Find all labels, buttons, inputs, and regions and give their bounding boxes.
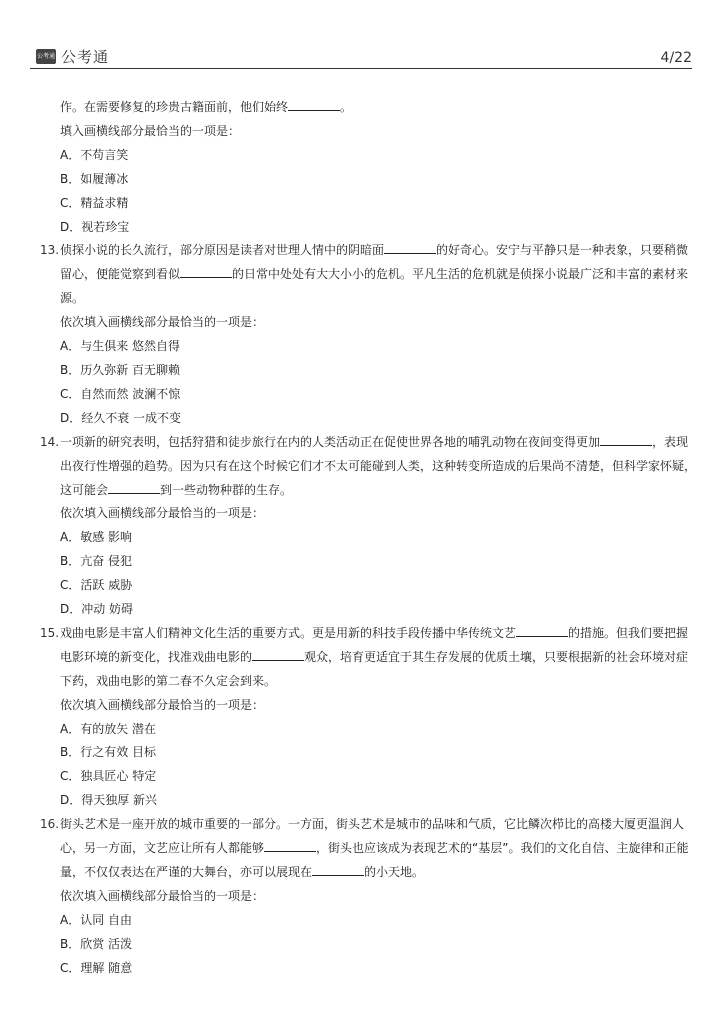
page-header bbox=[30, 40, 692, 69]
q14-line-2: 出夜行性增强的趋势。因为只有在这个时候它们才不太可能碰到人类，这种转变所造成的后果尚不清楚，但科学家怀疑， bbox=[60, 458, 697, 473]
q16-option-a: A．认同 自由 bbox=[60, 912, 133, 927]
q15-option-c: C．独具匠心 特定 bbox=[60, 769, 157, 784]
q12-option-d: D．视若珍宝 bbox=[60, 219, 130, 234]
q16-prompt: 依次填入画横线部分最恰当的一项是： bbox=[60, 888, 265, 903]
q14-line-3: 这可能会 到一些动物种群的生存。 bbox=[60, 482, 293, 497]
page-number: 4/22 bbox=[660, 50, 692, 66]
q16-line-3: 量，不仅仅表达在严谨的大舞台，亦可以展现在 的小天地。 bbox=[60, 865, 425, 879]
q15-line-2: 电影环境的新变化，找准戏曲电影的 观众，培育更适宜于其生存发展的优质土壤，只要根据新的社会环境对症 bbox=[60, 649, 689, 664]
q13-option-d: D．经久不衰 一成不变 bbox=[60, 410, 182, 425]
q14-option-d: D．冲动 妨碍 bbox=[60, 602, 134, 617]
q12-option-a: A．不苟言笑 bbox=[60, 147, 129, 162]
answer-blank bbox=[600, 435, 652, 446]
q12-option-b: B．如履薄冰 bbox=[60, 171, 129, 186]
q15-line-1: 15. 戏曲电影是丰富人们精神文化生活的重要方式。更是用新的科技手段传播中华传统文艺 的措施。但我们要把握 bbox=[40, 622, 686, 646]
logo-mark: 公考通 bbox=[36, 49, 56, 64]
q15-prompt: 依次填入画横线部分最恰当的一项是： bbox=[60, 697, 265, 712]
q16-option-b: B．欣赏 活泼 bbox=[60, 936, 133, 951]
q12-prompt: 填入画横线部分最恰当的一项是： bbox=[60, 123, 241, 138]
answer-blank bbox=[264, 841, 316, 852]
q13-line-2: 留心，便能觉察到看似 的日常中处处有大大小小的危机。平凡生活的危机就是侦探小说最广泛和丰富的素材来 bbox=[60, 267, 689, 282]
q16-option-c: C．理解 随意 bbox=[60, 960, 133, 975]
answer-blank bbox=[288, 100, 340, 111]
q14-prompt: 依次填入画横线部分最恰当的一项是： bbox=[60, 506, 265, 521]
document-body bbox=[40, 96, 697, 981]
answer-blank bbox=[108, 483, 160, 494]
q15-option-b: B．行之有效 目标 bbox=[60, 745, 157, 760]
q13-option-a: A．与生俱来 悠然自得 bbox=[60, 339, 181, 354]
q13-line-1: 13. 侦探小说的长久流行，部分原因是读者对世理人情中的阴暗面 的好奇心。安宁与平静只是一种表象，只要稍微 bbox=[40, 239, 686, 263]
q13-prompt: 依次填入画横线部分最恰当的一项是： bbox=[60, 315, 265, 330]
q12-option-c: C．精益求精 bbox=[60, 195, 129, 210]
logo-text: 公考通 bbox=[61, 48, 110, 66]
answer-blank bbox=[384, 243, 436, 254]
q14-option-c: C．活跃 威胁 bbox=[60, 578, 133, 593]
answer-blank bbox=[312, 865, 364, 876]
q14-option-a: A．敏感 影响 bbox=[60, 530, 133, 545]
q12-text-line: 作。在需要修复的珍贵古籍面前，他们始终 。 bbox=[60, 100, 353, 114]
answer-blank bbox=[180, 267, 232, 278]
question-number: 16. bbox=[40, 817, 60, 832]
logo bbox=[36, 46, 109, 67]
q15-option-a: A．有的放矢 潜在 bbox=[60, 721, 157, 736]
answer-blank bbox=[516, 626, 568, 637]
q13-option-c: C．自然而然 波澜不惊 bbox=[60, 386, 181, 401]
question-number: 15. bbox=[40, 625, 60, 640]
question-number: 13. bbox=[40, 243, 60, 258]
q15-line-3: 下药，戏曲电影的第二春不久定会到来。 bbox=[60, 673, 277, 688]
q14-option-b: B．亢奋 侵犯 bbox=[60, 554, 133, 569]
q14-line-1: 14. 一项新的研究表明，包括狩猎和徒步旅行在内的人类活动正在促使世界各地的哺乳动物在夜间变得更加 ，表现 bbox=[40, 431, 686, 455]
answer-blank bbox=[252, 650, 304, 661]
q16-line-2: 心，另一方面，文艺应让所有人都能够 ，街头也应该成为表现艺术的“基层”。我们的文化自信、主旋律和正能 bbox=[60, 841, 689, 856]
q16-line-1: 16. 街头艺术是一座开放的城市重要的一部分。一方面，街头艺术是城市的品味和气质，它比鳞次栉比的高楼大厦更温润人 bbox=[40, 813, 686, 837]
q15-option-d: D．得天独厚 新兴 bbox=[60, 793, 158, 808]
q13-option-b: B．历久弥新 百无聊赖 bbox=[60, 362, 181, 377]
question-number: 14. bbox=[40, 434, 60, 449]
q13-line-3: 源。 bbox=[60, 291, 85, 306]
